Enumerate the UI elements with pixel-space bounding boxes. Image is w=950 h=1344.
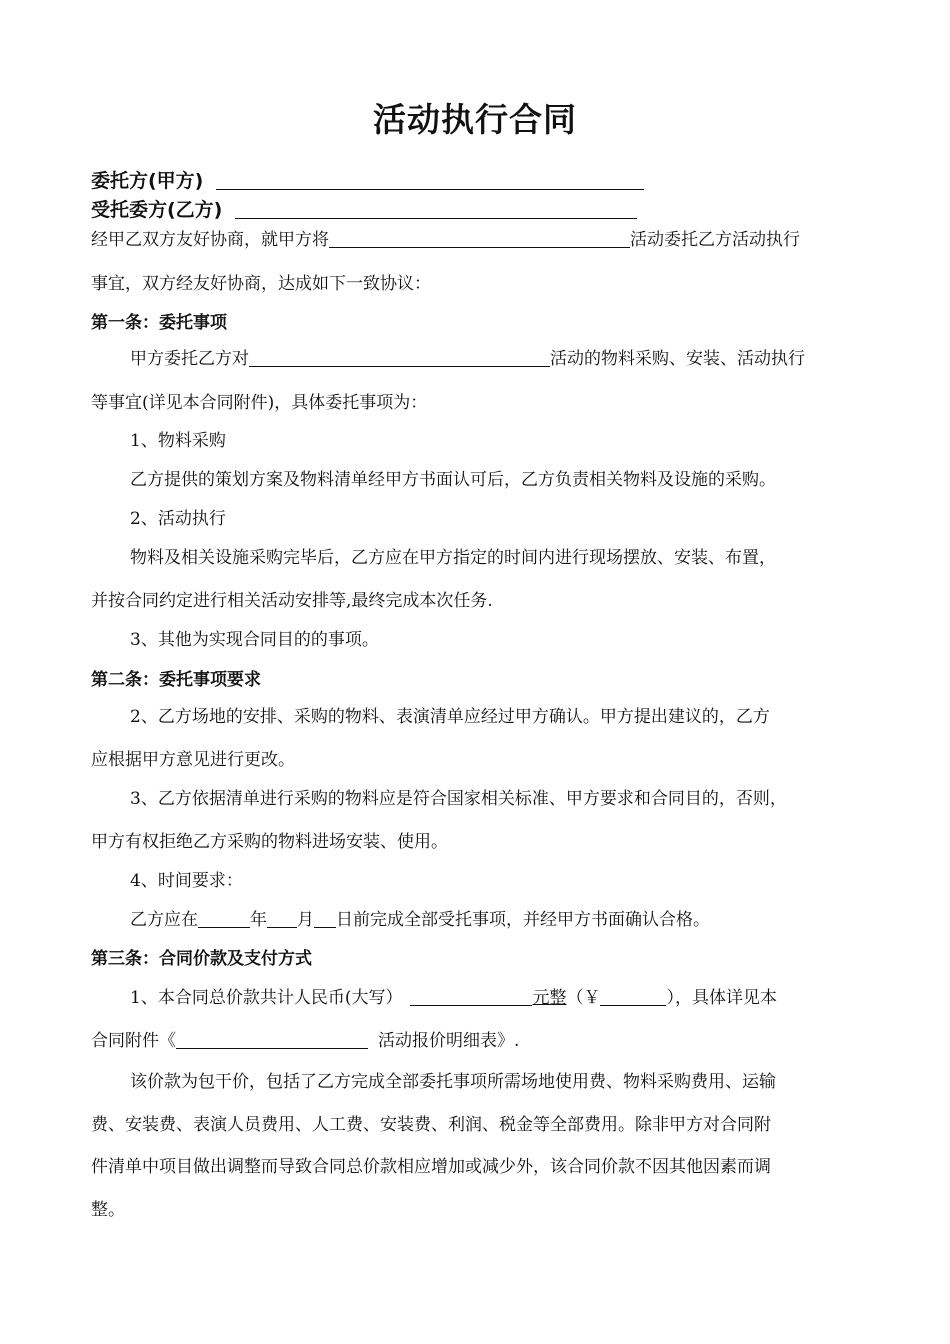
intro-text-post: 活动委托乙方活动执行 [630, 230, 800, 250]
article-2-line-6 [130, 909, 710, 931]
price-words-blank [410, 987, 532, 1006]
deadline-text-pre: 乙方应在 [130, 910, 198, 930]
price-text-pre: 1、本合同总价款共计人民币(大写） [130, 988, 403, 1008]
article-1-item-3: 3、其他为实现合同目的的事项。 [130, 630, 379, 650]
attachment-text-pre: 合同附件《 [91, 1031, 176, 1051]
article-1-line-1 [130, 348, 805, 370]
article-3-line-1 [130, 987, 777, 1009]
article-1-item-2-text-1: 物料及相关设施采购完毕后，乙方应在甲方指定的时间内进行现场摆放、安装、布置， [130, 548, 776, 568]
attachment-activity-blank [176, 1030, 368, 1049]
article-2-line-2: 应根据甲方意见进行更改。 [91, 750, 295, 770]
attachment-text-post: 活动报价明细表》. [378, 1031, 520, 1051]
price-unit-label: 元整 [532, 988, 567, 1008]
party-b-label: 受托委方(乙方) [91, 199, 223, 221]
article-3-line-2 [91, 1030, 519, 1052]
deadline-day-blank [314, 909, 336, 928]
deadline-year-blank [198, 909, 250, 928]
article-1-item-1-text: 乙方提供的策划方案及物料清单经甲方书面认可后，乙方负责相关物料及设施的采购。 [130, 470, 776, 490]
price-text-post: ），具体详见本 [666, 988, 777, 1008]
article-3-line-4: 费、安装费、表演人员费用、人工费、安装费、利润、税金等全部费用。除非甲方对合同附 [91, 1115, 771, 1135]
article-2-line-1: 2、乙方场地的安排、采购的物料、表演清单应经过甲方确认。甲方提出建议的，乙方 [130, 707, 770, 727]
article-3-heading: 第三条：合同价款及支付方式 [91, 949, 312, 969]
article-1-item-2-text-2: 并按合同约定进行相关活动安排等,最终完成本次任务. [91, 591, 493, 611]
party-a-label: 委托方(甲方) [91, 170, 204, 192]
article-2-heading: 第二条：委托事项要求 [91, 670, 261, 690]
intro-line-1 [91, 229, 800, 251]
article-1-line-2: 等事宜(详见本合同附件)，具体委托事项为： [91, 393, 428, 413]
article-1-heading: 第一条：委托事项 [91, 313, 227, 333]
activity-name-blank [329, 229, 630, 248]
price-number-blank [600, 987, 666, 1006]
party-a-line [91, 170, 644, 192]
deadline-month-label: 月 [297, 910, 314, 930]
article-1-activity-blank [249, 348, 550, 367]
deadline-text-post: 日前完成全部受托事项，并经甲方书面确认合格。 [336, 910, 710, 930]
article-1-text-post: 活动的物料采购、安装、活动执行 [550, 349, 805, 369]
deadline-year-label: 年 [250, 910, 267, 930]
article-3-line-6: 整。 [91, 1200, 125, 1220]
article-1-item-1-title: 1、物料采购 [130, 431, 226, 451]
article-3-line-3: 该价款为包干价，包括了乙方完成全部委托事项所需场地使用费、物料采购费用、运输 [130, 1072, 776, 1092]
article-2-line-5: 4、时间要求： [130, 871, 243, 891]
intro-text-pre: 经甲乙双方友好协商，就甲方将 [91, 230, 329, 250]
intro-line-2: 事宜，双方经友好协商，达成如下一致协议： [91, 274, 431, 294]
party-a-blank [216, 171, 644, 190]
article-3-line-5: 件清单中项目做出调整而导致合同总价款相应增加或减少外，该合同价款不因其他因素而调 [91, 1157, 771, 1177]
article-2-line-3: 3、乙方依据清单进行采购的物料应是符合国家相关标准、甲方要求和合同目的，否则， [130, 789, 787, 809]
document-title: 活动执行合同 [373, 100, 577, 139]
article-1-text-pre: 甲方委托乙方对 [130, 349, 249, 369]
price-currency-label: （￥ [566, 988, 601, 1008]
article-1-item-2-title: 2、活动执行 [130, 509, 226, 529]
deadline-month-blank [267, 909, 297, 928]
party-b-line [91, 199, 637, 221]
article-2-line-4: 甲方有权拒绝乙方采购的物料进场安装、使用。 [91, 832, 448, 852]
party-b-blank [235, 200, 637, 219]
